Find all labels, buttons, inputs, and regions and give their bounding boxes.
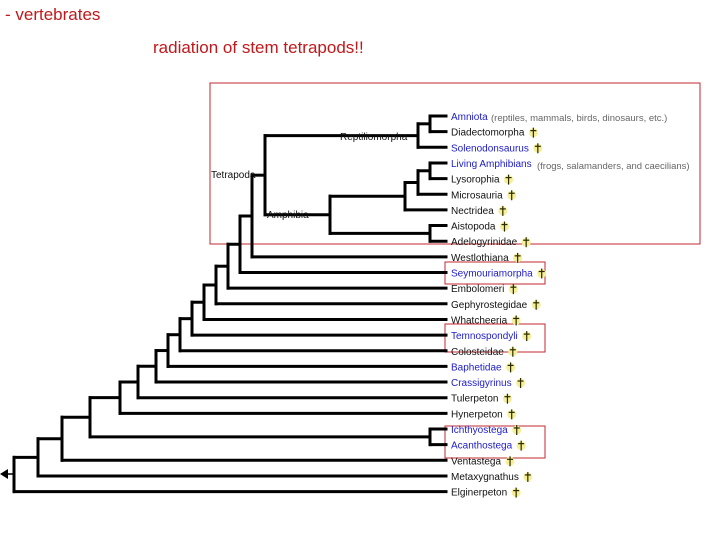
taxon-label: Living Amphibians: [451, 158, 532, 170]
taxon-label: Solenodonsaurus: [451, 143, 529, 155]
taxon-label: Acanthostega: [451, 440, 513, 452]
taxon-label: Colosteidae: [451, 346, 504, 358]
taxon-label: Tulerpeton: [451, 393, 499, 405]
clade-label-tetrapoda: Tetrapoda: [211, 170, 256, 181]
taxon-label: Crassigyrinus: [451, 378, 512, 390]
taxon-label: Whatcheeria: [451, 315, 508, 327]
taxon-label: Metaxygnathus: [451, 471, 519, 483]
taxon-label: Baphetidae: [451, 362, 502, 374]
taxon-label: Adelogyrinidae: [451, 237, 518, 249]
taxon-label: Embolomeri: [451, 284, 505, 296]
clade-label-amphibia: Amphibia: [267, 210, 309, 221]
slide-heading: - vertebrates: [5, 5, 101, 24]
slide-subtitle: radiation of stem tetrapods!!: [153, 38, 364, 57]
taxon-label: Nectridea: [451, 205, 494, 217]
taxon-label: Hynerpeton: [451, 409, 503, 421]
note-living-amphibians: (frogs, salamanders, and caecilians): [537, 161, 690, 172]
taxon-label: Lysorophia: [451, 174, 500, 186]
root-arrow: [0, 469, 14, 479]
note-amniota: (reptiles, mammals, birds, dinosaurs, etc.): [491, 113, 668, 124]
taxon-label: Elginerpeton: [451, 487, 508, 499]
taxon-label: Aistopoda: [451, 221, 496, 233]
taxon-label: Westlothiana: [451, 252, 509, 264]
taxon-labels: [451, 112, 546, 499]
taxon-label: Ventastega: [451, 456, 502, 468]
taxon-label: Seymouriamorpha: [451, 268, 533, 280]
taxon-label: Microsauria: [451, 190, 503, 202]
taxon-label: Diadectomorpha: [451, 127, 525, 139]
taxon-label: Gephyrostegidae: [451, 299, 528, 311]
clade-labels: [211, 132, 408, 221]
taxon-label: Temnospondyli: [451, 331, 518, 343]
clade-label-reptiliomorpha: Reptiliomorpha: [340, 132, 408, 143]
taxon-label: Amniota: [451, 112, 488, 123]
taxon-label: Ichthyostega: [451, 425, 508, 436]
